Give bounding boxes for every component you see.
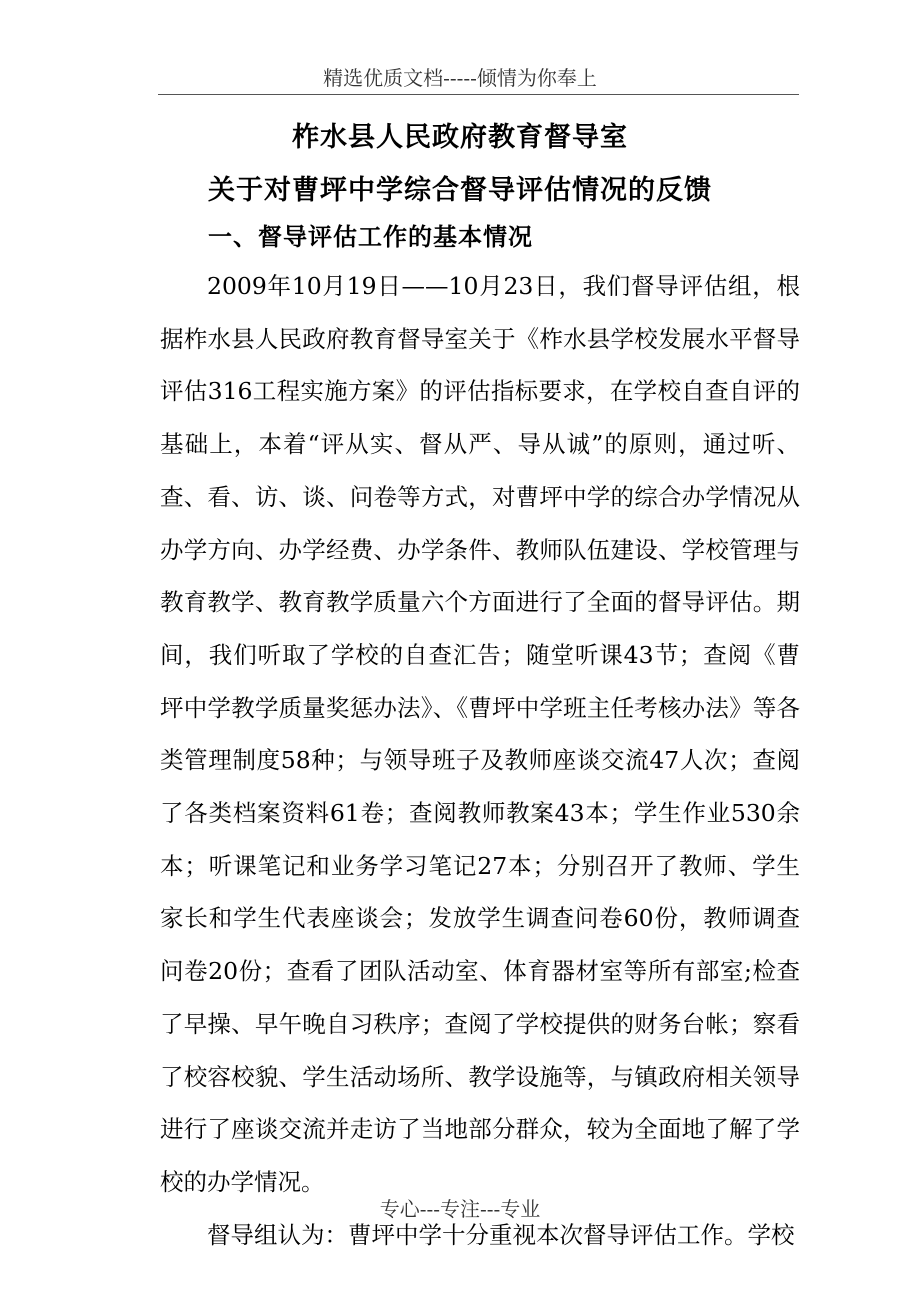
body-paragraph: 2009年10月19日——10月23日，我们督导评估组，根据柞水县人民政府教育督导室关于《柞水县学校发展水平督导评估316工程实施方案》的评估指标要求，在学校自查自评的基础上，本着“评从实、督从严、导从诚”的原则，通过听、查、看、访、谈、问卷等方式，对曹坪中学的综合办学情况从办学方向、办学经费、办学条件、教师队伍建设、学校管理与教育教学、教育教学质量六个方面进行了全面的督导评估。期间，我们听取了学校的自查汇告；随堂听课43节；查阅《曹坪中学教学质量奖惩办法》、《曹坪中学班主任考核办法》等各类管理制度58种；与领导班子及教师座谈交流47人次；查阅了各类档案资料61卷；查阅教师教案43本；学生作业530余本；听课笔记和业务学习笔记27本；分别召开了教师、学生家长和学生代表座谈会；发放学生调查问卷60份，教师调查问卷20份；查看了团队活动室、体育器材室等所有部室;检查了早操、早午晚自习秩序；查阅了学校提供的财务台帐；察看了校容校貌、学生活动场所、教学设施等，与镇政府相关领导进行了座谈交流并走访了当地部分群众，较为全面地了解了学校的办学情况。: [160, 272, 800, 1196]
section-heading: 一、督导评估工作的基本情况: [208, 222, 533, 251]
page-header: 精选优质文档-----倾情为你奉上: [323, 66, 597, 90]
document-title-line-2: 关于对曹坪中学综合督导评估情况的反馈: [208, 175, 712, 206]
document-title-line-1: 柞水县人民政府教育督导室: [292, 122, 628, 153]
header-divider: [158, 94, 799, 95]
page-footer: 专心---专注---专业: [379, 1197, 541, 1221]
body-paragraph: 督导组认为：曹坪中学十分重视本次督导评估工作。学校: [207, 1220, 795, 1249]
document-body: [160, 260, 800, 1261]
